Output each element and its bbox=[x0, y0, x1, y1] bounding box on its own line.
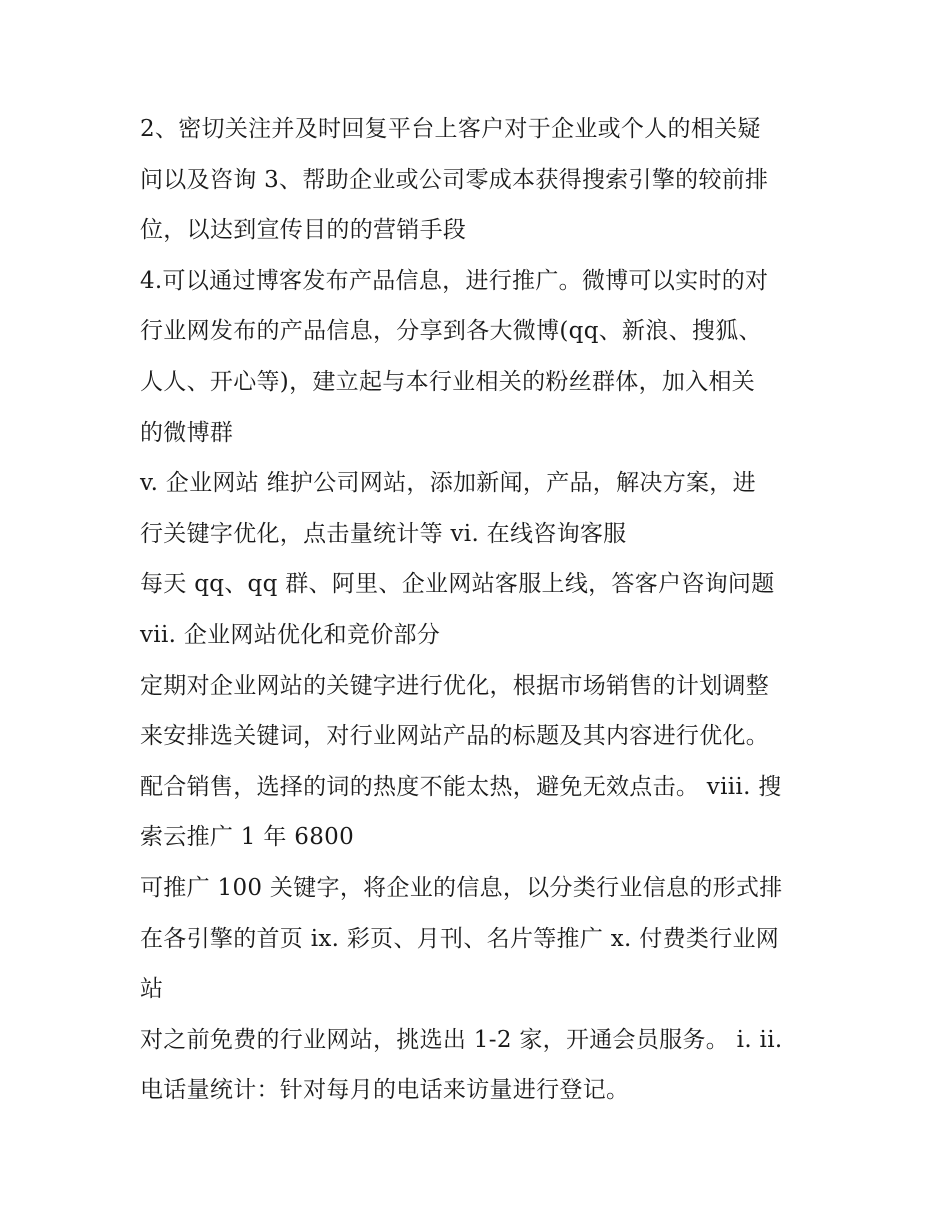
text-line: 2、密切关注并及时回复平台上客户对于企业或个人的相关疑 bbox=[140, 116, 761, 142]
text-line: 在各引擎的首页 ix. 彩页、月刊、名片等推广 x. 付费类行业网 bbox=[140, 925, 780, 952]
text-line: 定期对企业网站的关键字进行优化，根据市场销售的计划调整 bbox=[140, 672, 770, 699]
text-line: 4.可以通过博客发布产品信息，进行推广。微博可以实时的对 bbox=[140, 267, 769, 294]
text-line: 站 bbox=[140, 976, 164, 1003]
text-line: 行业网发布的产品信息，分享到各大微博(qq、新浪、搜狐、 bbox=[140, 318, 762, 345]
text-line: v. 企业网站 维护公司网站，添加新闻，产品，解决方案，进 bbox=[140, 470, 756, 497]
text-line: 索云推广 1 年 6800 bbox=[140, 824, 354, 851]
text-line: vii. 企业网站优化和竞价部分 bbox=[140, 621, 441, 648]
text-line: 电话量统计：针对每月的电话来访量进行登记。 bbox=[140, 1077, 630, 1104]
text-line: 行关键字优化，点击量统计等 vi. 在线咨询客服 bbox=[140, 520, 627, 547]
text-line: 来安排选关键词，对行业网站产品的标题及其内容进行优化。 bbox=[140, 723, 770, 750]
text-line: 每天 qq、qq 群、阿里、企业网站客服上线，答客户咨询问题 bbox=[140, 571, 775, 598]
text-line: 问以及咨询 3、帮助企业或公司零成本获得搜索引擎的较前排 bbox=[140, 166, 769, 193]
text-line: 配合销售，选择的词的热度不能太热，避免无效点击。 viii. 搜 bbox=[140, 773, 782, 800]
text-line: 对之前免费的行业网站，挑选出 1-2 家，开通会员服务。 i. ii. bbox=[140, 1026, 783, 1053]
text-line: 的微博群 bbox=[140, 419, 234, 446]
text-line: 人人、开心等)，建立起与本行业相关的粉丝群体，加入相关 bbox=[140, 368, 756, 395]
text-line: 可推广 100 关键字，将企业的信息，以分类行业信息的形式排 bbox=[140, 874, 783, 901]
text-line: 位，以达到宣传目的的营销手段 bbox=[140, 217, 467, 244]
document-body bbox=[140, 104, 820, 1116]
